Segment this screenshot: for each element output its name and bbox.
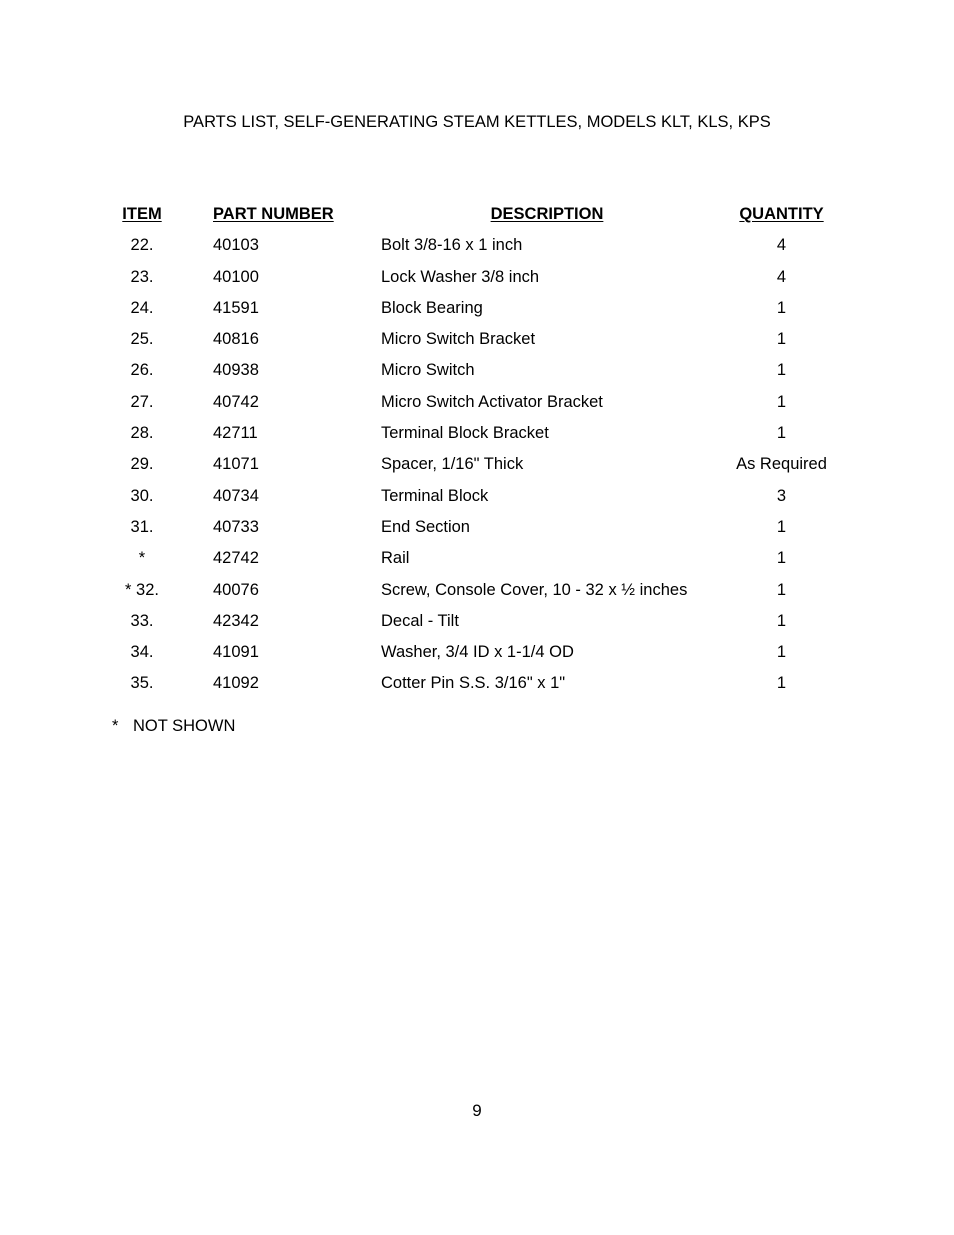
description-cell: Washer, 3/4 ID x 1-1/4 OD (381, 643, 574, 662)
quantity-cell: 1 (776, 580, 787, 599)
description-cell: Spacer, 1/16" Thick (381, 455, 524, 474)
part-number-cell: 40742 (213, 392, 259, 411)
item-cell: 25. (130, 330, 154, 349)
table-row (0, 485, 954, 516)
quantity-cell: 1 (776, 361, 787, 380)
quantity-cell: 1 (776, 298, 787, 317)
description-cell: Cotter Pin S.S. 3/16" x 1" (381, 674, 566, 693)
table-row (0, 610, 954, 641)
description-cell: Lock Washer 3/8 inch (381, 267, 540, 286)
quantity-cell: 1 (776, 330, 787, 349)
quantity-cell: 4 (776, 267, 787, 286)
table-row (0, 234, 954, 265)
description-cell: Micro Switch (381, 361, 475, 380)
table-row (0, 579, 954, 610)
item-cell: 26. (130, 361, 154, 380)
quantity-cell: 4 (776, 236, 787, 255)
table-row (0, 453, 954, 484)
footnote (112, 716, 235, 736)
item-cell: * 32. (125, 580, 159, 599)
table-row (0, 328, 954, 359)
part-number-cell: 42711 (213, 424, 258, 443)
header-quantity: QUANTITY (739, 205, 824, 223)
quantity-cell: 1 (776, 392, 787, 411)
item-cell: 27. (130, 392, 154, 411)
table-header-row (0, 203, 954, 234)
description-cell: Block Bearing (381, 298, 483, 317)
item-cell: 24. (130, 298, 154, 317)
part-number-cell: 42742 (213, 549, 259, 568)
description-cell: Bolt 3/8-16 x 1 inch (381, 236, 523, 255)
part-number-cell: 41071 (213, 455, 259, 474)
table-row (0, 516, 954, 547)
description-cell: Terminal Block Bracket (381, 424, 549, 443)
parts-table (0, 203, 954, 704)
part-number-cell: 40938 (213, 361, 259, 380)
part-number-cell: 41091 (213, 643, 259, 662)
item-cell: 31. (130, 517, 154, 536)
quantity-cell: As Required (736, 455, 827, 474)
item-cell: 23. (130, 267, 154, 286)
quantity-cell: 1 (776, 517, 787, 536)
quantity-cell: 3 (776, 486, 787, 505)
item-cell: 28. (130, 424, 154, 443)
quantity-cell: 1 (776, 643, 787, 662)
part-number-cell: 40816 (213, 330, 259, 349)
description-cell: End Section (381, 517, 470, 536)
quantity-cell: 1 (776, 674, 787, 693)
description-cell: Micro Switch Bracket (381, 330, 536, 349)
table-row (0, 422, 954, 453)
part-number-cell: 41591 (213, 298, 259, 317)
item-cell: 33. (130, 611, 154, 630)
page-number: 9 (472, 1101, 482, 1120)
table-row (0, 672, 954, 703)
part-number-cell: 40103 (213, 236, 259, 255)
quantity-cell: 1 (776, 549, 787, 568)
item-cell: 34. (130, 643, 154, 662)
item-cell: 35. (130, 674, 154, 693)
header-description: DESCRIPTION (490, 205, 604, 223)
description-cell: Rail (381, 549, 410, 568)
description-cell: Terminal Block (381, 486, 489, 505)
description-cell: Decal - Tilt (381, 611, 459, 630)
part-number-cell: 42342 (213, 611, 259, 630)
part-number-cell: 40734 (213, 486, 259, 505)
part-number-cell: 41092 (213, 674, 259, 693)
item-cell: 22. (130, 236, 154, 255)
table-row (0, 359, 954, 390)
table-row (0, 641, 954, 672)
description-cell: Micro Switch Activator Bracket (381, 392, 603, 411)
footnote-text: NOT SHOWN (133, 717, 236, 735)
quantity-cell: 1 (776, 424, 787, 443)
part-number-cell: 40733 (213, 517, 259, 536)
part-number-cell: 40100 (213, 267, 259, 286)
table-row (0, 297, 954, 328)
description-cell: Screw, Console Cover, 10 - 32 x ½ inches (381, 580, 688, 599)
part-number-cell: 40076 (213, 580, 259, 599)
table-body (0, 234, 954, 703)
item-cell: 29. (130, 455, 154, 474)
footnote-marker: * (112, 717, 119, 735)
header-item: ITEM (122, 205, 162, 223)
table-row (0, 391, 954, 422)
header-part-number: PART NUMBER (213, 205, 334, 223)
item-cell: * (138, 549, 146, 568)
table-row (0, 266, 954, 297)
table-row (0, 547, 954, 578)
item-cell: 30. (130, 486, 154, 505)
page-title: PARTS LIST, SELF-GENERATING STEAM KETTLES, MODELS KLT, KLS, KPS (183, 113, 771, 131)
quantity-cell: 1 (776, 611, 787, 630)
